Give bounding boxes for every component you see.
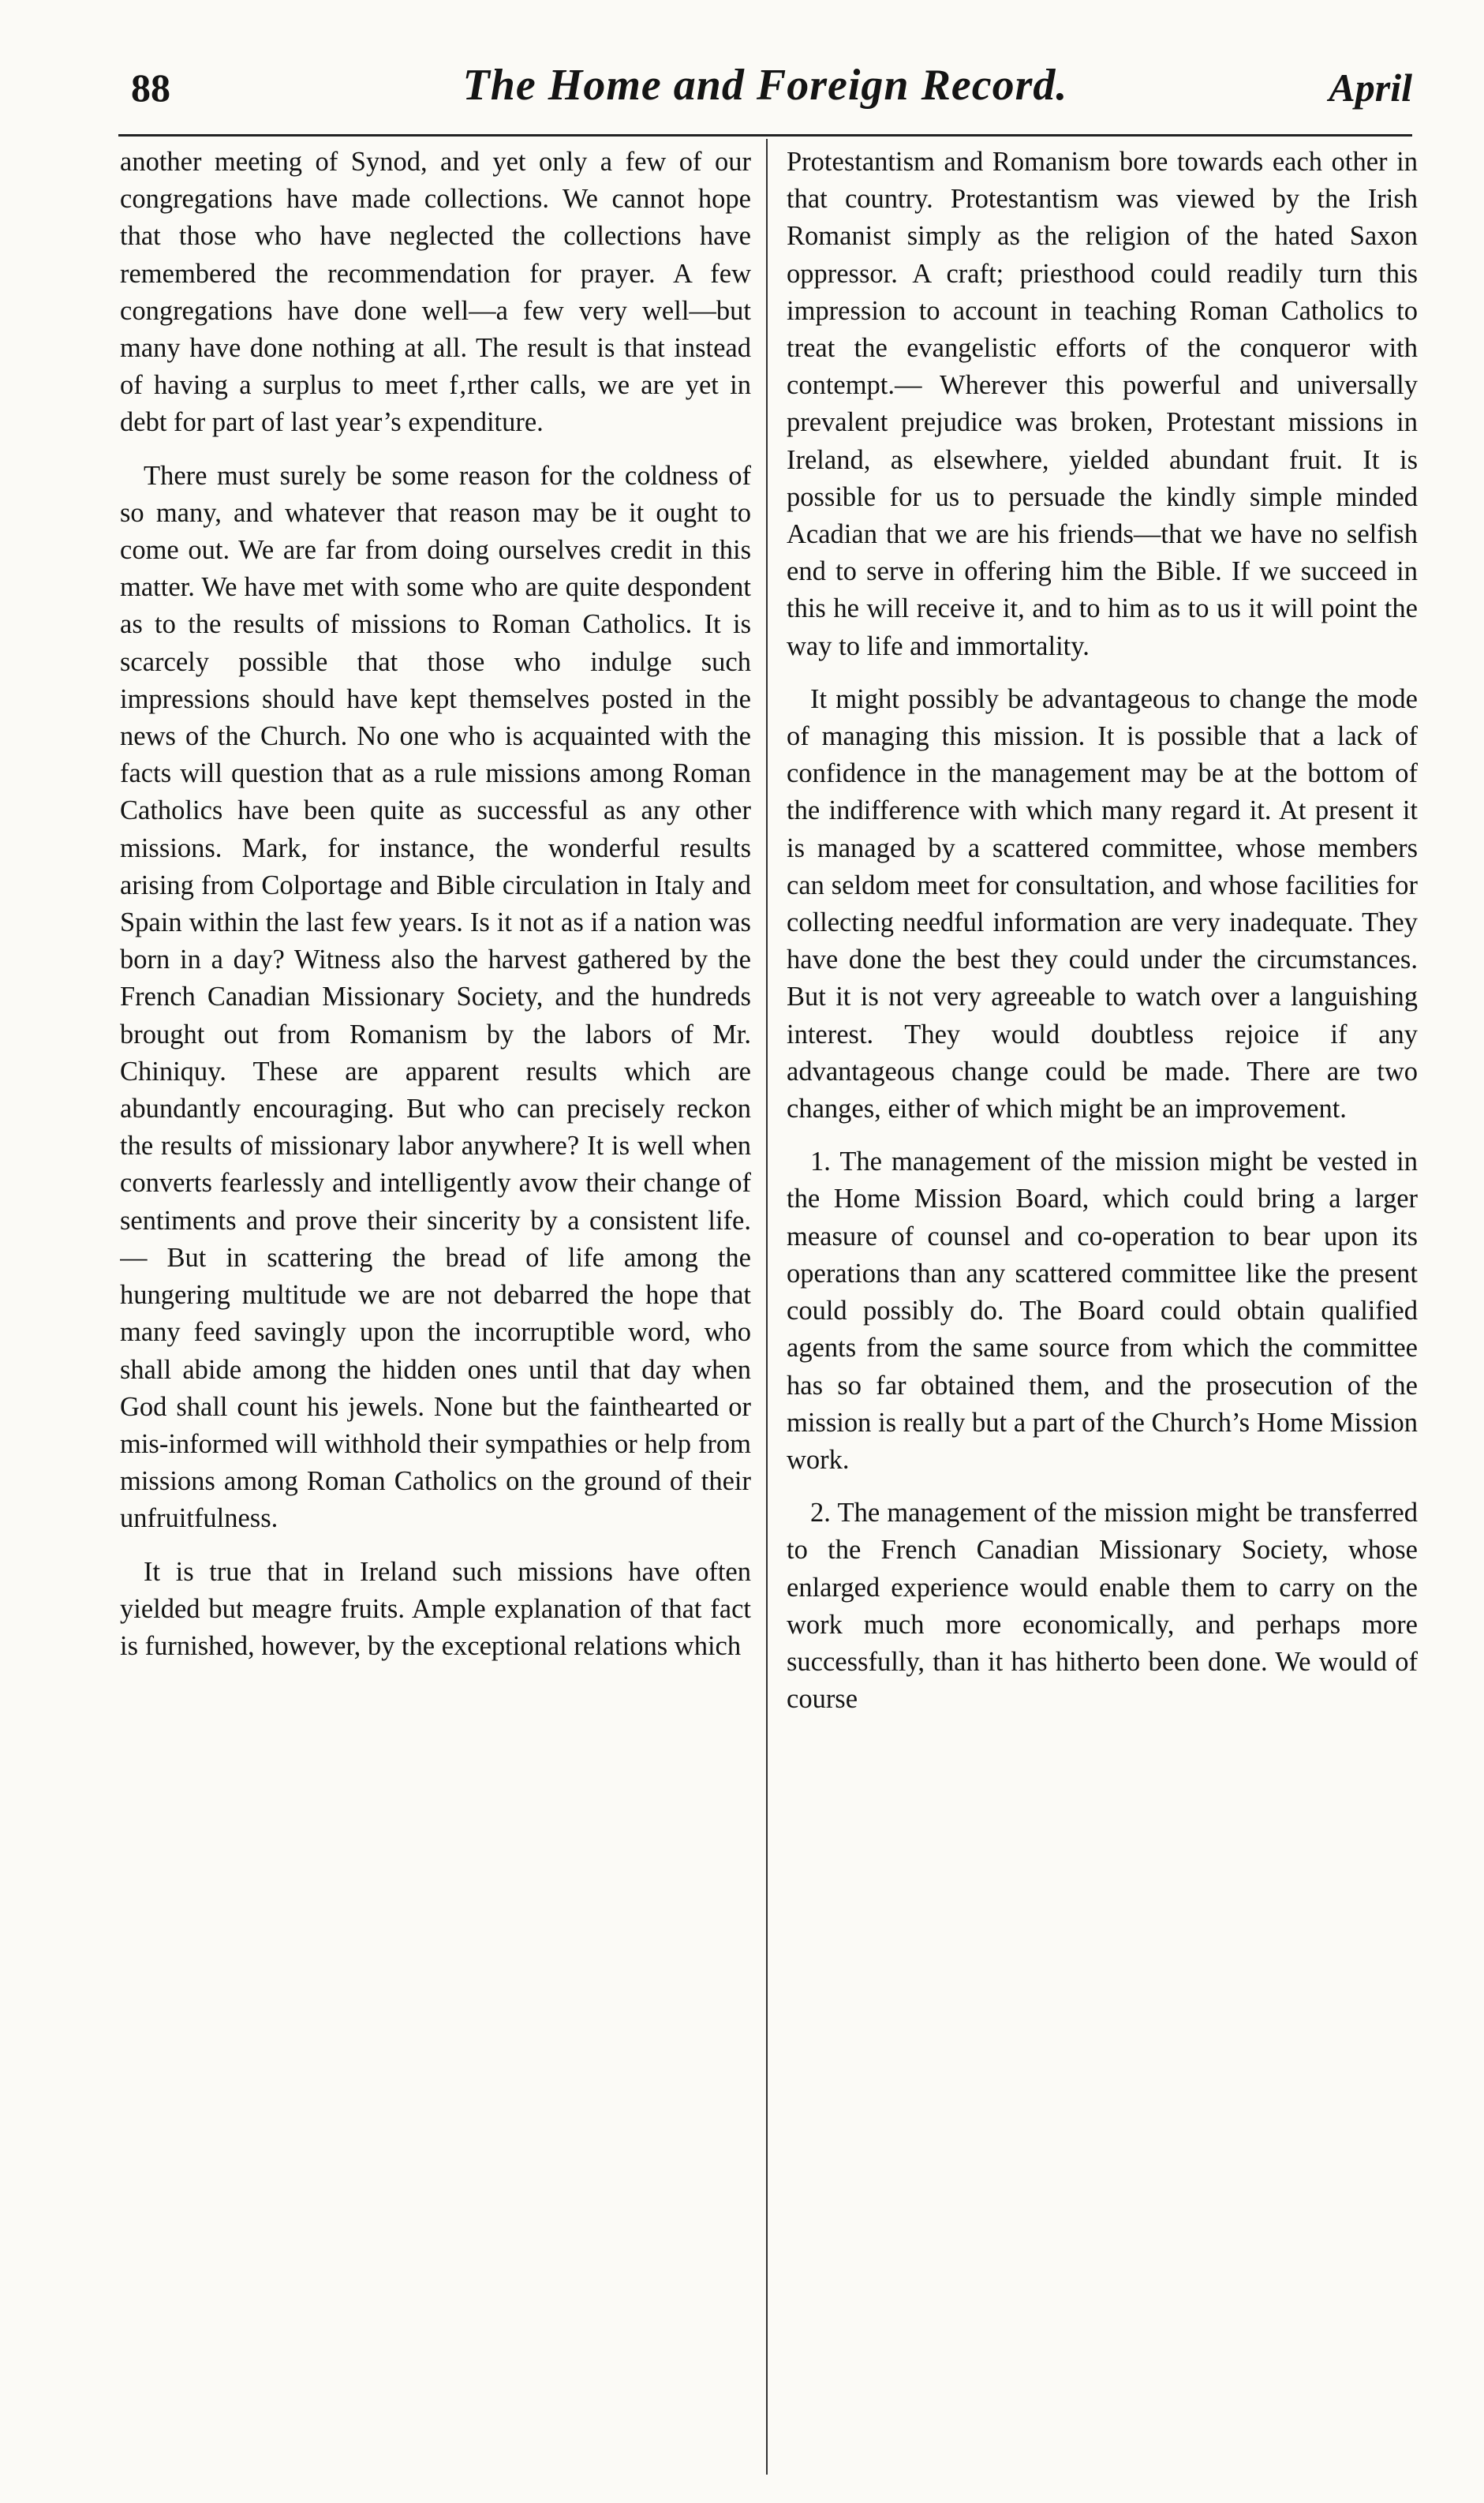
column-divider [766, 139, 768, 2475]
paragraph: There must surely be some reason for the coldness of so many, and whatever that reason may be it ought to come out. We are far from doing ourselves credit in this matter. We have met with some who are quite despondent as to the results of missions to Roman Catholics. It is scarcely possible that those who indulge such impressions should have kept themselves posted in the news of the Church. No one who is acquainted with the facts will question that as a rule missions among Roman Catholics have been quite as successful as any other missions. Mark, for instance, the wonderful results arising from Colportage and Bible circulation in Italy and Spain within the last few years. Is it not as if a nation was born in a day? Witness also the harvest gathered by the French Canadian Missionary Society, and the hundreds brought out from Romanism by the labors of Mr. Chiniquy. These are apparent results which are abundantly encouraging. But who can precisely reckon the results of missionary labor anywhere? It is well when converts fearlessly and intelligently avow their change of sentiments and prove their sincerity by a consistent life.— But in scattering the bread of life among the hungering multitude we are not debarred the hope that many feed savingly upon the incorruptible word, who shall abide among the hidden ones until that day when God shall count his jewels. None but the fainthearted or mis-informed will withhold their sympathies or help from missions among Roman Catholics on the ground of their unfruitfulness. [120, 460, 751, 1534]
paragraph: It is true that in Ireland such missions have often yielded but meagre fruits. Ample explanation of that fact is furnished, however, by the exceptional relations which [120, 1556, 751, 1661]
paragraph: 1. The management of the mission might be vested in the Home Mission Board, which could bring a larger measure of counsel and co-operation to bear upon its operations than any scattered committee like the present could possibly do. The Board could obtain qualified agents from the same source from which the committee has so far obtained them, and the prosecution of the mission is really but a part of the Church’s Home Mission work. [787, 1147, 1418, 1475]
header-month: April [1329, 65, 1412, 110]
page-number: 88 [131, 65, 170, 110]
right-column [787, 144, 1418, 2475]
paragraph: another meeting of Synod, and yet only a few of our congregations have made collections. We cannot hope that those who have neglected the collections have remembered the recommendation for prayer. A few congregations have done well—a few very well—but many have done nothing at all. The result is that instead of having a surplus to meet f‚rther calls, we are yet in debt for part of last year’s expenditure. [120, 147, 751, 438]
paragraph: 2. The management of the mission might be transferred to the French Canadian Missionary Society, whose enlarged experience would enable them to carry on the work much more economically, and perhaps more successfully, than it has hitherto been done. We would of course [787, 1498, 1418, 1715]
page-header [118, 55, 1412, 126]
running-title: The Home and Foreign Record. [462, 61, 1068, 110]
header-rule [118, 134, 1412, 137]
paragraph: Protestantism and Romanism bore towards each other in that country. Protestantism was viewed by the Irish Romanist simply as the religion of the hated Saxon oppressor. A craft; priesthood could readily turn this impression to account in teaching Roman Catholics to treat the evangelistic efforts of the conqueror with contempt.— Wherever this powerful and universally prevalent prejudice was broken, Protestant missions in Ireland, as elsewhere, yielded abundant fruit. It is possible for us to persuade the kindly simple minded Acadian that we are his friends—that we have no selfish end to serve in offering him the Bible. If we succeed in this he will receive it, and to him as to us it will point the way to life and immortality. [787, 147, 1418, 661]
left-column [120, 144, 751, 2475]
paragraph: It might possibly be advantageous to change the mode of managing this mission. It is possible that a lack of confidence in the management may be at the bottom of the indifference with which many regard it. At present it is managed by a scattered committee, whose members can seldom meet for consultation, and whose facilities for collecting needful information are very inadequate. They have done the best they could under the circumstances. But it is not very agreeable to watch over a languishing interest. They would doubtless rejoice if any advantageous change could be made. There are two changes, either of which might be an improvement. [787, 683, 1418, 1124]
